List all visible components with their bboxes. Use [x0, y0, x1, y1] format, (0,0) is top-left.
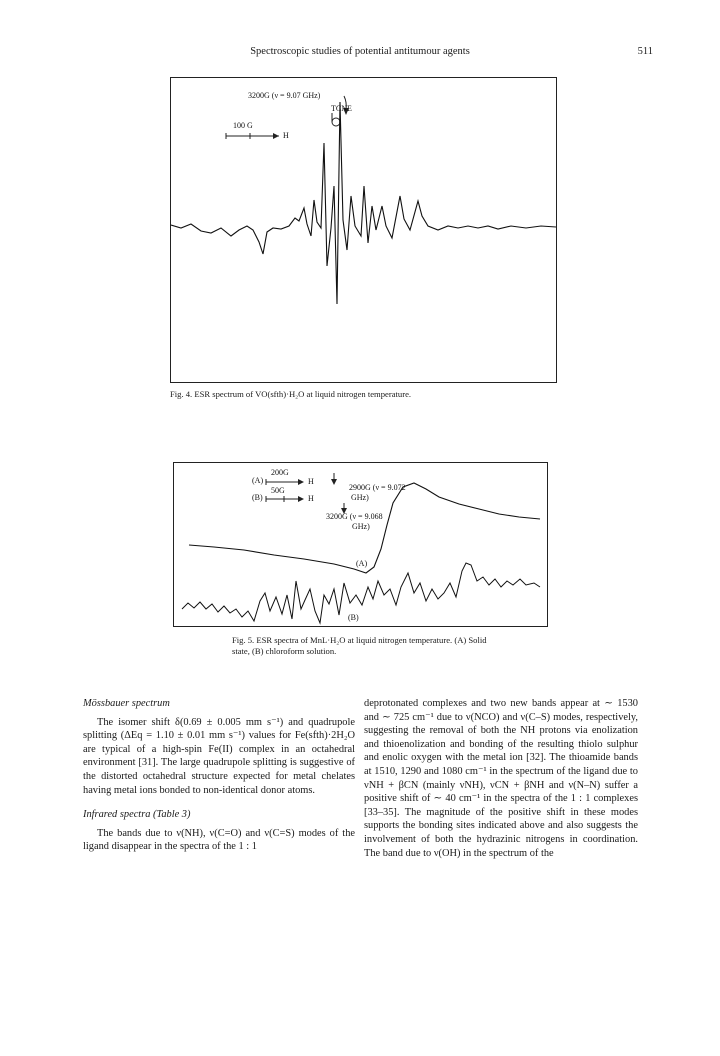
figure-4-plot — [171, 78, 556, 382]
left-column — [83, 697, 355, 854]
infrared-paragraph: The bands due to ν(NH), ν(C=O) and ν(C=S) modes of the ligand disappear in the spectra of the 1 : 1 — [83, 827, 355, 853]
marker-b-unit: GHz) — [352, 522, 370, 531]
scale-b-length: 50G — [271, 486, 285, 495]
arrow-icon — [298, 496, 304, 502]
page-header — [0, 46, 720, 62]
esr-trace — [171, 102, 556, 304]
axis-h-a: H — [308, 477, 314, 486]
figure-5-esr-spectra — [173, 462, 548, 627]
trace-a-label: (A) — [356, 559, 368, 568]
marker-a-label: 2900G (ν = 9.072 — [349, 483, 406, 492]
field-marker-label: 3200G (ν = 9.07 GHz) — [248, 91, 321, 100]
scale-a-length: 200G — [271, 468, 289, 477]
esr-trace-b — [182, 563, 540, 623]
page-number: 511 — [637, 46, 653, 57]
marker-b-label: 3200G (ν = 9.068 — [326, 512, 383, 521]
arrow-down-icon — [331, 479, 337, 485]
marker-a-unit: GHz) — [351, 493, 369, 502]
running-title: Spectroscopic studies of potential antitumour agents — [250, 46, 470, 57]
scale-length-label: 100 G — [233, 121, 253, 130]
mossbauer-paragraph: The isomer shift δ(0.69 ± 0.005 mm s⁻¹) and quadrupole splitting (ΔEq = 1.10 ± 0.01 mm s⁻¹) values for Fe(sfth)·2H₂O are typical of a high-spin Fe(II) complex in an octahedral environment [31]. The large quadrupole splitting is suggestive of the distorted octahedral structure expected for metal chelates having metal ions bonded to non-identical donor atoms. — [83, 716, 355, 796]
figure-5-caption: Fig. 5. ESR spectra of MnL·H₂O at liquid nitrogen temperature. (A) Solid state, (B) chloroform solution. — [232, 635, 487, 656]
arrow-icon — [273, 133, 279, 139]
figure-4-esr-spectrum — [170, 77, 557, 383]
axis-h-b: H — [308, 494, 314, 503]
label-a: (A) — [252, 476, 264, 485]
tcne-label: TCNE — [331, 104, 352, 113]
figure-4-caption: Fig. 4. ESR spectrum of VO(sfth)·H₂O at liquid nitrogen temperature. — [170, 389, 412, 399]
scale-axis-label: H — [283, 131, 289, 140]
arrow-icon — [298, 479, 304, 485]
infrared-heading: Infrared spectra (Table 3) — [83, 809, 191, 821]
label-b: (B) — [252, 493, 263, 502]
trace-b-label: (B) — [348, 613, 359, 622]
right-column-paragraph: deprotonated complexes and two new bands appear at ∼ 1530 and ∼ 725 cm⁻¹ due to ν(NCO) and ν(C–S) modes, respectively, suggesting the removal of both the NH protons via enolization and thioenolization and bonding of the resulting thiolo sulphur and enolic oxygen with the metal ion [32]. The thioamide bands at 1510, 1290 and 1080 cm⁻¹ in the spectrum of the ligand due to νNH + βCN (mainly νNH), νCN + βNH and ν(N–N) suffer a positive shift of ∼ 40 cm⁻¹ in the spectra of the 1 : 1 complexes [33–35]. The magnitude of the positive shift in these modes supports the bonding sites indicated above and also suggests the involvement of both the hydrazinic nitrogens in coordination. The band due to ν(OH) in the spectrum of the — [364, 698, 638, 859]
mossbauer-heading: Mössbauer spectrum — [83, 698, 170, 709]
right-column — [364, 697, 638, 860]
tcne-marker-icon — [332, 118, 340, 126]
